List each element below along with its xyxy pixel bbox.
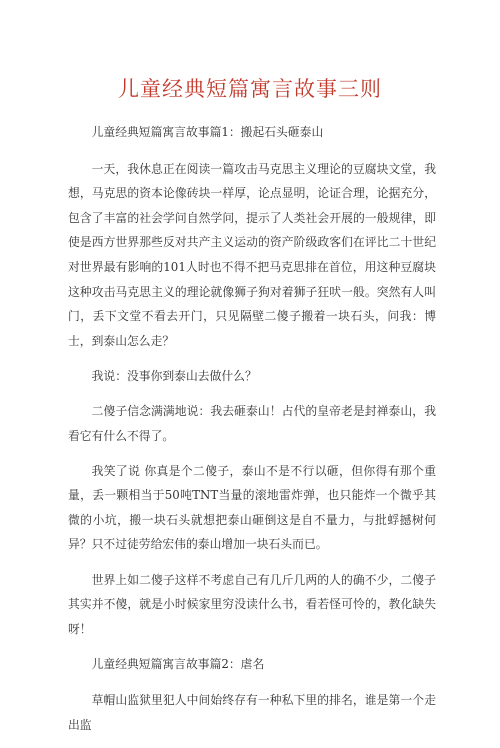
story-heading-2: 儿童经典短篇寓言故事篇2：虐名 bbox=[91, 656, 265, 671]
article-body bbox=[68, 120, 436, 748]
story-heading-1: 儿童经典短篇寓言故事篇1：搬起石头砸泰山 bbox=[91, 125, 324, 139]
body-paragraph: 我笑了说 你真是个二傻子，泰山不是不行以砸，但你得有那个重量，丢一颗相当于50吨TNT当量的滚地雷炸弹，也只能炸一个微乎其微的小坑，搬一块石头就想把泰山砸倒这是自不量力，与批蜉撼树何异？只不过徒劳给宏伟的泰山增加一块石头而已。 bbox=[68, 463, 436, 552]
body-paragraph: 我说：没事你到泰山去做什么？ bbox=[91, 368, 257, 383]
body-paragraph: 二傻子信念满满地说：我去砸泰山！占代的皇帝老是封禅泰山，我看它有什么不得了。 bbox=[68, 403, 436, 443]
body-paragraph: 一天，我休息正在阅读一篇攻击马克思主义理论的豆腐块文堂，我想，马克思的资本论像砖块一样厚，论点显明，论证合理，论据充分，包含了丰富的社会学问自然学问，提示了人类社会开展的一般规律，即使是西方世界那些反对共产主义运动的资产阶级政客们在评比二十世纪对世界最有影响的101人时也不得不把马克思排在首位，用这种豆腐块这种攻击马克思主义的理论就像狮子狗对着狮子狂吠一般。突然有人叫门，丢下文堂不看去开门，只见隔壁二傻子搬着一块石头，问我：博士，到泰山怎么走？ bbox=[68, 161, 436, 348]
page-title: 儿童经典短篇寓言故事三则 bbox=[118, 77, 382, 101]
body-paragraph: 草帽山监狱里犯人中间始终存有一种私下里的排名，谁是第一个走出监 bbox=[68, 693, 436, 732]
body-paragraph: 世界上如二傻子这样不考虑自己有几斤几两的人的确不少，二傻子其实并不傻，就是小时候家里穷没读什么书，看若怪可怜的，教化缺失呀！ bbox=[68, 572, 436, 636]
